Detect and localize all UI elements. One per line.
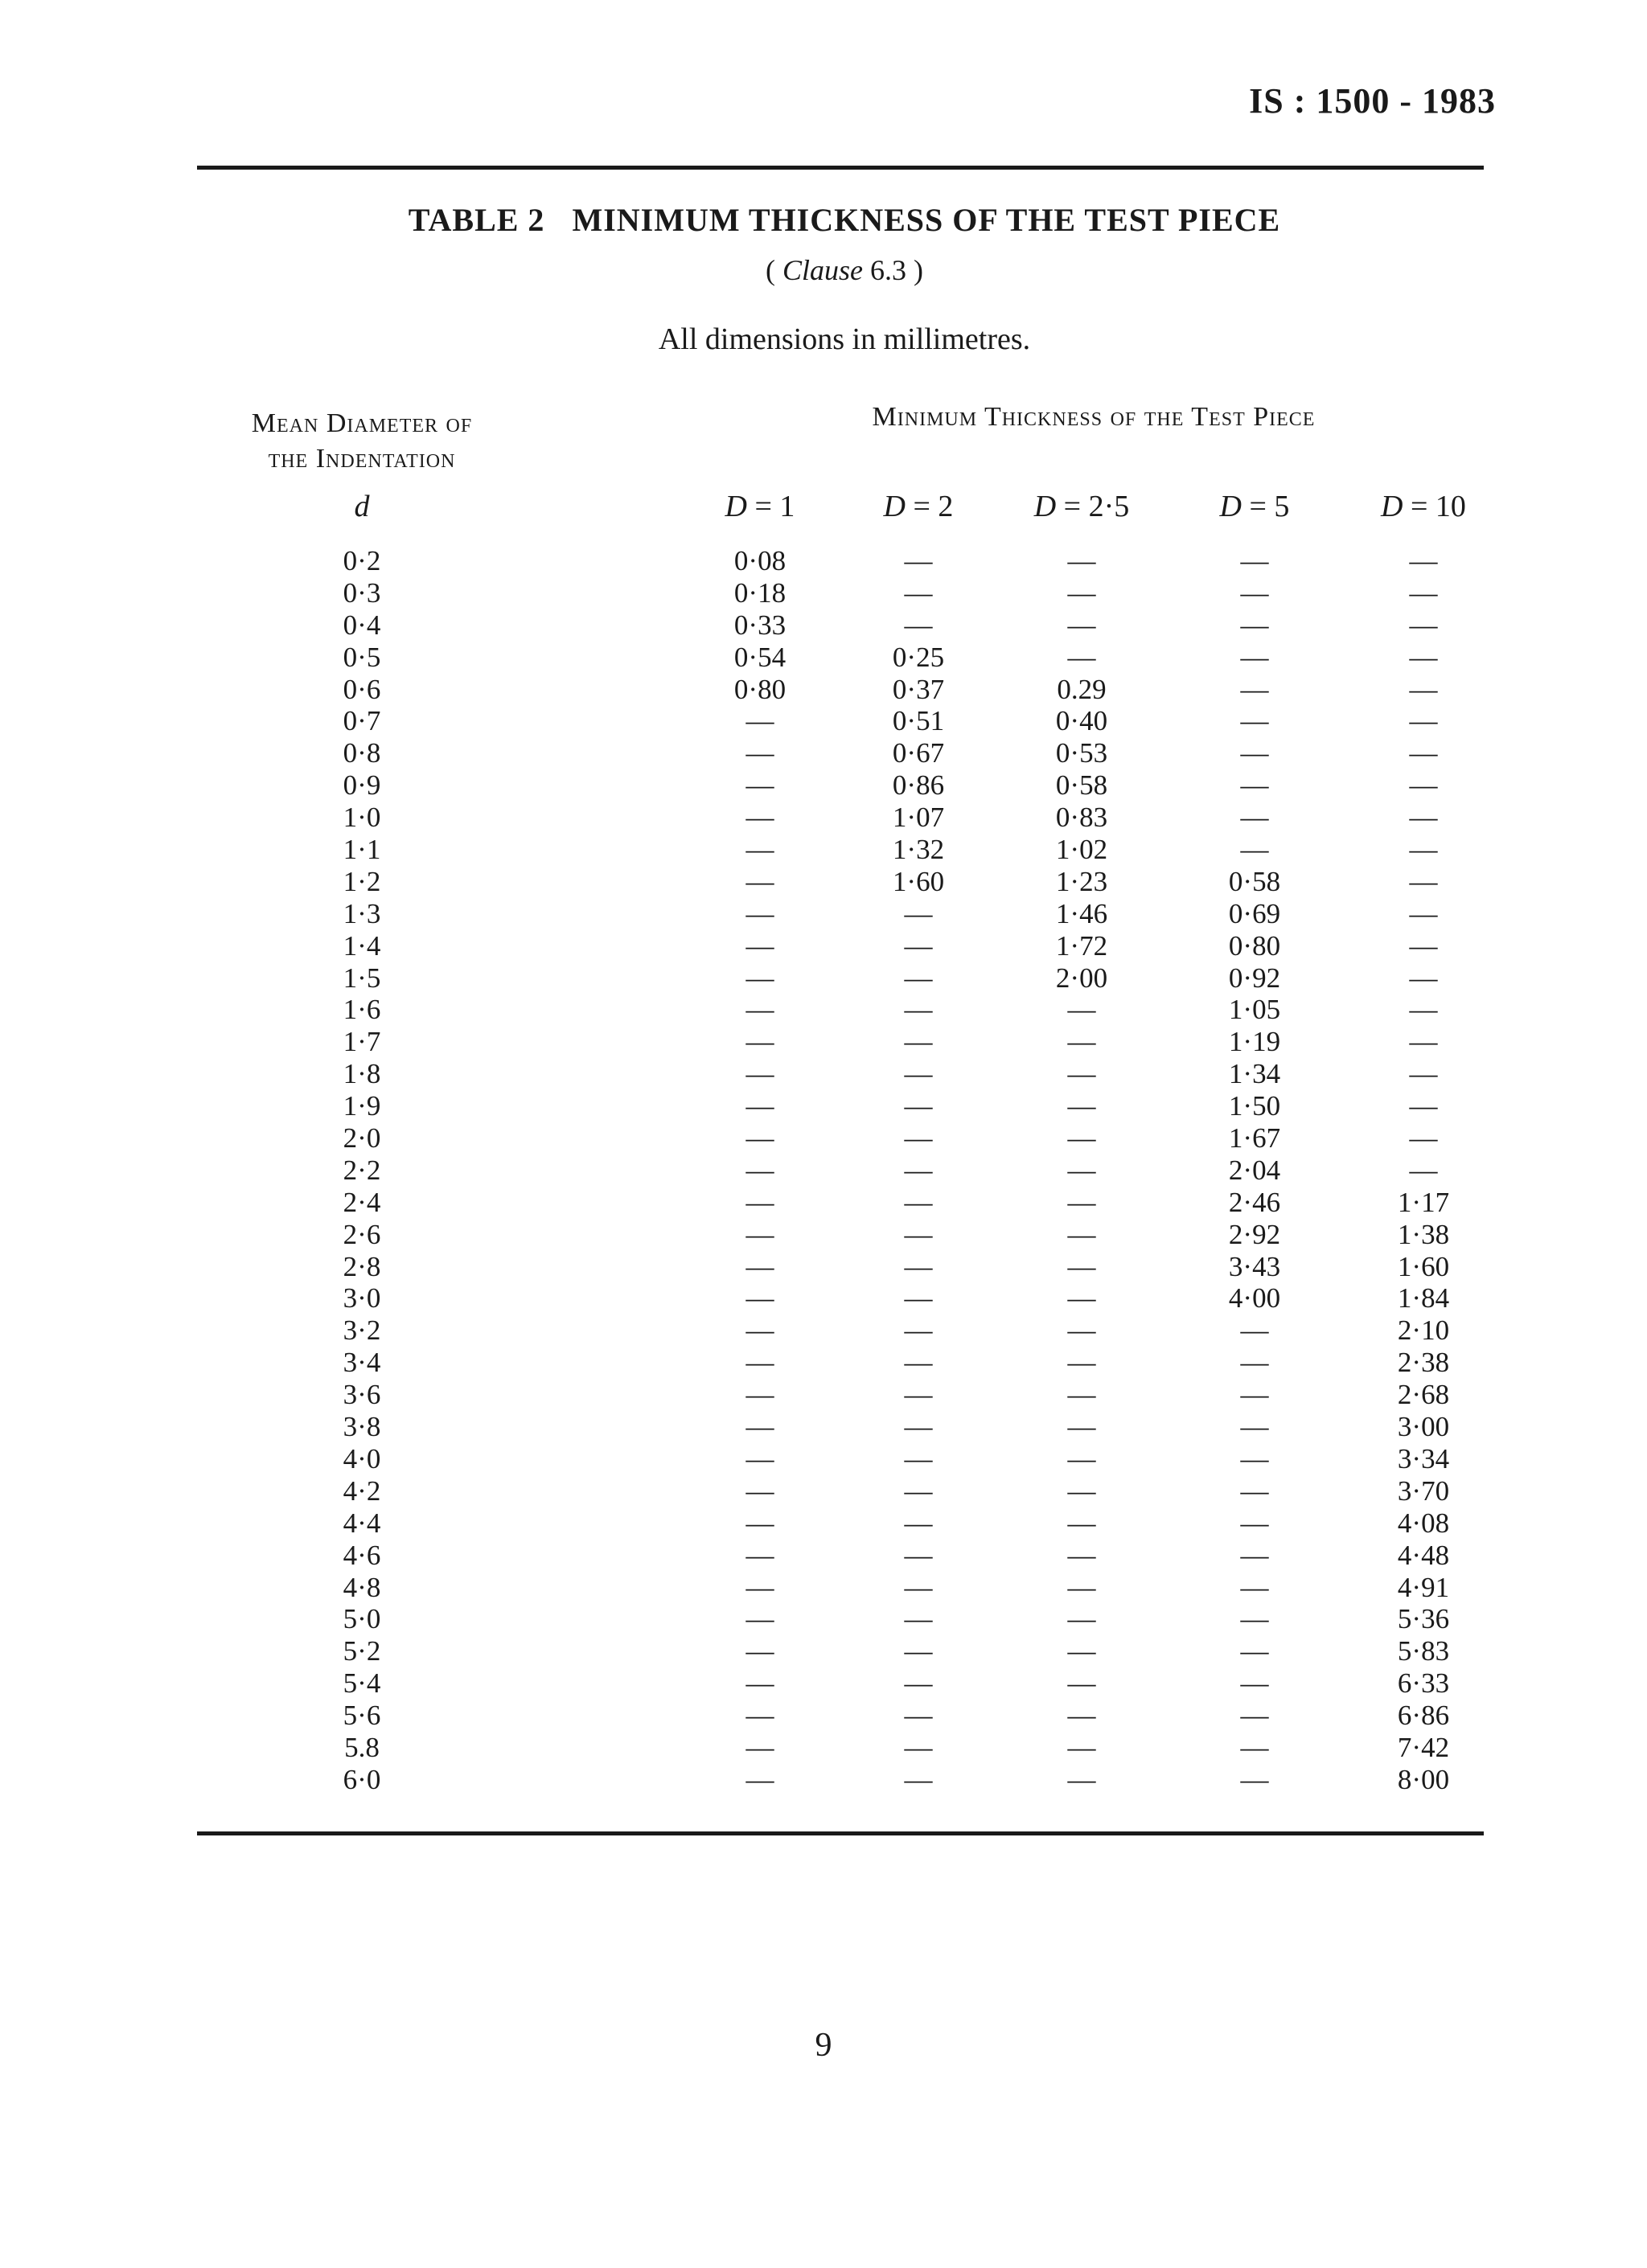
table-cell: — [1067,1218,1096,1250]
table-cell: — [904,1250,933,1282]
column-header-variable: D [883,490,906,523]
column-header-value: = 5 [1242,490,1290,523]
table-cell: 0·40 [1055,705,1108,737]
table-cell: — [745,1603,774,1635]
table-cell: — [745,705,774,737]
table-cell: — [1067,1442,1096,1474]
table-cell: 8·00 [1397,1763,1450,1795]
left-header-line2: the Indentation [268,444,456,474]
table-cell: 4·2 [343,1474,381,1507]
table-cell: 3·00 [1397,1411,1450,1443]
table-cell: — [904,1026,933,1058]
table-cell: 6·86 [1397,1700,1450,1732]
table-cell: 1·0 [343,802,381,834]
column-header-value: = 10 [1403,490,1466,523]
table-cell: — [1409,705,1438,737]
column-header-value: = 1 [747,490,795,523]
table-cell: — [904,1411,933,1443]
table-cell: 1·34 [1228,1058,1281,1090]
table-cell: — [1067,1571,1096,1603]
table-cell: 0·3 [343,576,381,609]
table-cell: — [1240,576,1269,609]
table-cell: 0·58 [1228,865,1281,897]
table-cell: 3·6 [343,1379,381,1411]
column-header-d [298,489,426,524]
table-cell: — [904,1186,933,1218]
table-cell: 4·6 [343,1539,381,1571]
table-cell: — [904,1314,933,1347]
column-header-value: = 2·5 [1056,490,1130,523]
bottom-rule [197,1831,1484,1835]
table-cell: 3·43 [1228,1250,1281,1282]
table-cell: — [904,1603,933,1635]
table-cell: 0·7 [343,705,381,737]
table-cell: — [904,1218,933,1250]
table-cell: 0·5 [343,641,381,673]
table-cell: 1·9 [343,1090,381,1122]
table-title [201,201,1488,239]
table-cell: — [1240,769,1269,802]
table-cell: 5·36 [1397,1603,1450,1635]
table-cell: — [1240,737,1269,769]
table-cell: — [1067,609,1096,641]
table-cell: 2·8 [343,1250,381,1282]
table-cell: — [745,769,774,802]
table-cell: — [1240,1667,1269,1700]
column-header-D-2-5 [1013,489,1150,524]
table-cell: — [904,994,933,1026]
table-cell: — [745,1731,774,1763]
table-cell: — [904,609,933,641]
table-cell: 1·02 [1055,834,1108,866]
left-header-line1: Mean Diameter of [251,408,473,438]
table-cell: 7·42 [1397,1731,1450,1763]
table-cell: 0·18 [733,576,787,609]
table-cell: — [745,1507,774,1539]
table-cell: 2·46 [1228,1186,1281,1218]
table-cell: 3·4 [343,1347,381,1379]
table-cell: — [1067,1122,1096,1155]
table-cell: — [745,929,774,962]
table-cell: — [1067,1763,1096,1795]
table-cell: — [1067,576,1096,609]
table-cell: — [745,1186,774,1218]
column-header-variable: D [725,490,747,523]
table-cell: — [745,1379,774,1411]
table-cell: — [1067,641,1096,673]
table-cell: 2·04 [1228,1154,1281,1186]
table-cell: 0·6 [343,673,381,705]
table-cell: — [1067,1667,1096,1700]
table-cell: 1·72 [1055,929,1108,962]
table-cell: 0·80 [1228,929,1281,962]
table-cell: 2·0 [343,1122,381,1155]
table-cell: 0·53 [1055,737,1108,769]
table-cell: — [1240,545,1269,576]
table-cell: 1·2 [343,865,381,897]
table-cell: — [1067,1635,1096,1667]
table-cell: — [745,962,774,994]
table-cell: — [1240,1763,1269,1795]
table-cell: — [904,1763,933,1795]
table-cell: — [904,962,933,994]
table-cell: 5·83 [1397,1635,1450,1667]
table-cell: — [1067,1282,1096,1314]
table-cell: — [745,1026,774,1058]
table-cell: — [1240,641,1269,673]
table-cell: 1·17 [1397,1186,1450,1218]
table-cell: — [1240,1571,1269,1603]
column-header-D-10 [1351,489,1496,524]
table-cell: — [1409,1026,1438,1058]
dimensions-note: All dimensions in millimetres. [658,322,1031,356]
table-cell: 1·38 [1397,1218,1450,1250]
clause-reference [201,253,1488,287]
table-cell: 4·4 [343,1507,381,1539]
table-cell: 4·48 [1397,1539,1450,1571]
table-cell: — [1067,1250,1096,1282]
table-column-D-10 [1351,545,1496,1796]
table-cell: — [1067,1474,1096,1507]
table-cell: — [904,1122,933,1155]
table-cell: — [904,1058,933,1090]
table-cell: 1·5 [343,962,381,994]
table-cell: — [745,1347,774,1379]
table-cell: — [1067,1058,1096,1090]
table-cell: — [745,1411,774,1443]
table-cell: — [904,1347,933,1379]
table-cell: 0·54 [733,641,787,673]
table-cell: — [745,1763,774,1795]
table-cell: — [1240,834,1269,866]
table-column-D-1 [696,545,824,1796]
table-cell: — [1240,1507,1269,1539]
table-cell: — [1409,1122,1438,1155]
table-title-text: MINIMUM THICKNESS OF THE TEST PIECE [572,202,1281,238]
table-cell: — [904,576,933,609]
table-cell: — [1067,1603,1096,1635]
table-cell: — [1409,673,1438,705]
table-cell: 5·2 [343,1635,381,1667]
table-cell: — [1409,1154,1438,1186]
table-cell: 2·4 [343,1186,381,1218]
table-cell: 2·00 [1055,962,1108,994]
table-cell: 1·1 [343,834,381,866]
table-cell: 1·60 [892,865,945,897]
table-cell: 3·8 [343,1411,381,1443]
table-cell: 1·6 [343,994,381,1026]
table-cell: — [1240,1731,1269,1763]
table-column-d [298,545,426,1796]
table-cell: — [904,1282,933,1314]
table-cell: — [1067,1154,1096,1186]
column-header-value: = 2 [906,490,954,523]
right-column-header: Minimum Thickness of the Test Piece [872,402,1316,432]
table-cell: — [745,1218,774,1250]
table-cell: — [1240,609,1269,641]
table-cell: — [1067,1314,1096,1347]
table-cell: — [745,897,774,929]
table-cell: — [1240,1442,1269,1474]
standard-number: IS : 1500 - 1983 [1249,81,1496,121]
table-cell: 0·8 [343,737,381,769]
table-cell: — [904,1635,933,1667]
table-cell: — [904,929,933,962]
table-cell: 3·2 [343,1314,381,1347]
table-cell: 0·9 [343,769,381,802]
table-cell: 5·4 [343,1667,381,1700]
table-cell: — [745,1571,774,1603]
table-cell: — [904,1442,933,1474]
table-cell: — [1240,1379,1269,1411]
table-cell: 1·32 [892,834,945,866]
table-cell: — [904,1507,933,1539]
table-cell: 0·25 [892,641,945,673]
table-cell: — [1409,929,1438,962]
table-column-D-2 [854,545,983,1796]
top-rule [197,166,1484,170]
table-cell: — [1240,1474,1269,1507]
table-cell: 4·00 [1228,1282,1281,1314]
table-cell: 3·34 [1397,1442,1450,1474]
table-cell: — [745,834,774,866]
table-cell: — [1240,1635,1269,1667]
table-cell: 0·69 [1228,897,1281,929]
table-cell: — [745,1667,774,1700]
table-cell: — [904,897,933,929]
table-cell: — [1067,1507,1096,1539]
table-cell: 2·92 [1228,1218,1281,1250]
table-cell: — [745,1154,774,1186]
table-cell: — [1409,609,1438,641]
table-cell: — [1409,865,1438,897]
table-cell: 0·80 [733,673,787,705]
table-cell: 1·84 [1397,1282,1450,1314]
column-header-D-1 [696,489,824,524]
table-cell: 0·37 [892,673,945,705]
table-cell: — [745,1122,774,1155]
left-column-header [193,406,531,477]
table-cell: — [904,1539,933,1571]
table-cell: — [1067,1026,1096,1058]
table-cell: 4·8 [343,1571,381,1603]
table-cell: — [1067,1539,1096,1571]
table-cell: 2·6 [343,1218,381,1250]
table-cell: 1·19 [1228,1026,1281,1058]
table-cell: — [1240,705,1269,737]
table-cell: — [1067,1090,1096,1122]
table-cell: — [1067,994,1096,1026]
table-cell: 0·92 [1228,962,1281,994]
table-cell: — [1409,994,1438,1026]
table-cell: 0·33 [733,609,787,641]
table-cell: — [1409,802,1438,834]
table-cell: — [1240,1314,1269,1347]
table-cell: 6·33 [1397,1667,1450,1700]
table-cell: — [1067,1347,1096,1379]
table-cell: — [745,737,774,769]
table-cell: 1·07 [892,802,945,834]
table-cell: 6·0 [343,1763,381,1795]
table-cell: — [1240,802,1269,834]
table-cell: — [1067,1411,1096,1443]
table-cell: — [745,1058,774,1090]
column-header-variable: D [1033,490,1057,523]
table-cell: — [904,1700,933,1732]
table-cell: — [745,802,774,834]
table-cell: 1·4 [343,929,381,962]
table-cell: — [1409,962,1438,994]
table-cell: 1·7 [343,1026,381,1058]
table-cell: 0·67 [892,737,945,769]
table-cell: 1·3 [343,897,381,929]
table-cell: — [745,1090,774,1122]
table-cell: — [745,1700,774,1732]
table-cell: — [1409,1090,1438,1122]
table-cell: — [1409,834,1438,866]
table-cell: — [1240,1411,1269,1443]
table-cell: 3·0 [343,1282,381,1314]
table-cell: 1·8 [343,1058,381,1090]
table-cell: 0·4 [343,609,381,641]
table-cell: 2·68 [1397,1379,1450,1411]
table-cell: 1·05 [1228,994,1281,1026]
table-cell: — [904,1731,933,1763]
table-cell: 0·83 [1055,802,1108,834]
table-cell: — [745,1442,774,1474]
table-cell: — [904,1667,933,1700]
table-cell: 5.8 [344,1731,380,1763]
table-cell: — [904,1474,933,1507]
column-header-variable: d [354,490,370,523]
table-cell: 1·50 [1228,1090,1281,1122]
table-cell: 0·2 [343,545,381,576]
clause-label: Clause [782,254,863,286]
table-cell: — [1240,1539,1269,1571]
table-cell: 2·2 [343,1154,381,1186]
page-number: 9 [815,2027,832,2064]
table-cell: — [745,1539,774,1571]
table-cell: 2·38 [1397,1347,1450,1379]
table-cell: 3·70 [1397,1474,1450,1507]
table-cell: — [904,1090,933,1122]
table-cell: — [904,1154,933,1186]
table-cell: — [1409,641,1438,673]
column-header-variable: D [1381,490,1403,523]
table-cell: 4·0 [343,1442,381,1474]
table-cell: 0·58 [1055,769,1108,802]
table-cell: 1·46 [1055,897,1108,929]
table-cell: 0.29 [1057,673,1107,705]
table-cell: 4·08 [1397,1507,1450,1539]
table-cell: — [1409,545,1438,576]
table-cell: — [1067,1379,1096,1411]
table-cell: — [745,1250,774,1282]
table-cell: — [1240,1347,1269,1379]
table-cell: — [1240,1700,1269,1732]
table-cell: — [745,1474,774,1507]
table-cell: — [1067,545,1096,576]
table-cell: — [745,1282,774,1314]
table-cell: 1·60 [1397,1250,1450,1282]
table-cell: — [745,865,774,897]
clause-ref: 6.3 ) [863,254,923,286]
column-header-D-5 [1186,489,1323,524]
table-column-D-2-5 [1013,545,1150,1796]
table-cell: — [745,1314,774,1347]
table-cell: — [904,1571,933,1603]
table-cell: 0·08 [733,545,787,576]
table-cell: 0·51 [892,705,945,737]
table-cell: 2·10 [1397,1314,1450,1347]
table-cell: — [745,994,774,1026]
table-cell: — [1240,673,1269,705]
table-cell: — [1067,1700,1096,1732]
table-number: TABLE 2 [408,202,545,238]
table-cell: — [745,1635,774,1667]
table-cell: 1·67 [1228,1122,1281,1155]
column-header-variable: D [1219,490,1242,523]
table-cell: — [1067,1731,1096,1763]
table-cell: 4·91 [1397,1571,1450,1603]
column-header-D-2 [854,489,983,524]
clause-open: ( [765,254,782,286]
table-cell: — [1409,1058,1438,1090]
table-cell: — [1409,769,1438,802]
table-cell: 0·86 [892,769,945,802]
table-cell: — [1409,897,1438,929]
table-cell: — [1409,576,1438,609]
table-cell: 5·0 [343,1603,381,1635]
table-cell: — [904,1379,933,1411]
table-cell: — [1240,1603,1269,1635]
table-cell: — [1409,737,1438,769]
table-cell: — [1067,1186,1096,1218]
table-cell: 1·23 [1055,865,1108,897]
table-cell: — [904,545,933,576]
table-cell: 5·6 [343,1700,381,1732]
table-column-D-5 [1186,545,1323,1796]
